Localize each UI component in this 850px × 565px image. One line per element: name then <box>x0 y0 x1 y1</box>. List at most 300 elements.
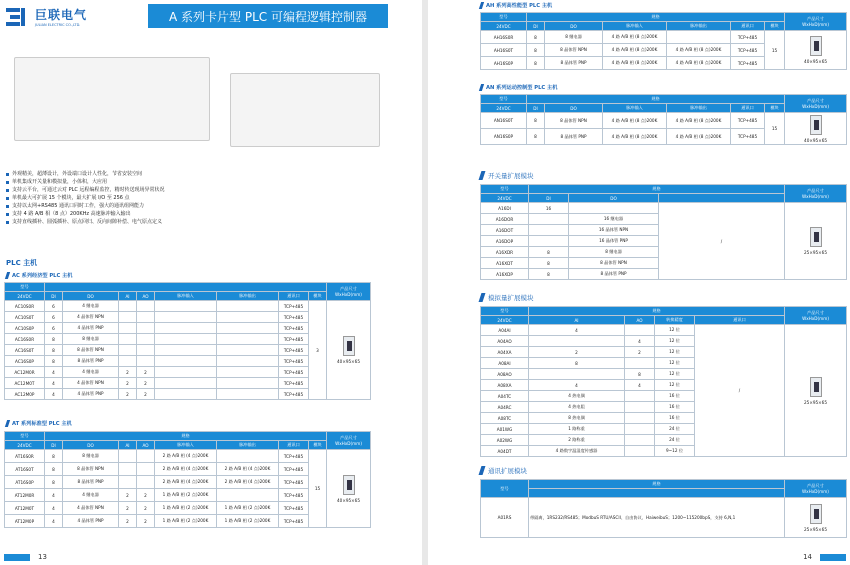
table-cell: AH16S0P <box>481 57 527 70</box>
table-cell: 2 路 A/B 相 (4 点)200K <box>155 476 217 489</box>
size-cell <box>327 301 371 400</box>
table-cell: 4 路 A/B 相 (8 点)200K <box>603 31 667 44</box>
header-cell: 模块 <box>309 441 327 450</box>
feature-item: 单机最大可扩展 15 个模块，最大扩展 I/O 至 256 点 <box>6 194 164 202</box>
table-cell <box>119 301 137 312</box>
table-cell <box>155 323 217 334</box>
table-cell <box>155 334 217 345</box>
header-cell: 型号 <box>481 95 527 104</box>
table-cell: 2 路 A/B 相 (4 点)200K <box>155 463 217 476</box>
table-cell: 4 <box>529 380 625 391</box>
table-cell: A16XDP <box>481 269 529 280</box>
table-cell: 4 路 A/B 相 (8 点)200K <box>667 57 731 70</box>
slash-cell: / <box>695 325 785 457</box>
table-cell <box>625 424 655 435</box>
table-cell: 4 路 A/B 相 (8 点)200K <box>603 129 667 145</box>
table-cell: 4 晶体管 NPN <box>63 502 119 515</box>
page-right <box>428 0 850 565</box>
table-cell <box>217 356 279 367</box>
table-cell <box>119 463 137 476</box>
table-cell: TCP+485 <box>279 323 309 334</box>
ah-table <box>480 12 847 70</box>
table-cell: 6 <box>45 301 63 312</box>
table-cell <box>155 301 217 312</box>
table-cell: 4 路 A/B 相 (8 点)200K <box>667 44 731 57</box>
table-row <box>481 113 847 129</box>
table-cell: AC12M0P <box>5 389 45 400</box>
table-cell: A16DOT <box>481 225 529 236</box>
table-cell: 4 <box>45 515 63 528</box>
table-cell: A01WG <box>481 424 529 435</box>
table-cell: 8 <box>45 345 63 356</box>
feature-item: 外观精美，超薄设计，外设端口设计人性化，节省安装空间 <box>6 170 164 178</box>
table-cell <box>625 358 655 369</box>
header-cell: DO <box>569 194 659 203</box>
table-cell <box>625 435 655 446</box>
table-cell: 4 晶体管 NPN <box>63 378 119 389</box>
at-table <box>4 431 371 528</box>
table-cell <box>217 489 279 502</box>
table-cell: AT12M0T <box>5 502 45 515</box>
table-cell <box>137 476 155 489</box>
di-table <box>480 184 847 280</box>
table-cell: TCP+485 <box>279 356 309 367</box>
table-cell: 8 <box>527 44 545 57</box>
table-cell: 4 <box>45 378 63 389</box>
feature-item: 支持 4 路 A/B 相（8 点）200KHz 高速脉冲输入输出 <box>6 210 164 218</box>
header-cell: 24VDC <box>481 316 529 325</box>
table-header-row <box>5 292 371 301</box>
table-cell: AC12M0T <box>5 378 45 389</box>
table-cell <box>217 345 279 356</box>
header-cell: DI <box>45 292 63 301</box>
table-header-row <box>481 307 847 316</box>
header-cell: 产品尺寸 WxHxD(mm) <box>785 13 847 31</box>
module-image <box>810 227 822 247</box>
table-cell <box>119 450 137 463</box>
table-cell: AT12M0P <box>5 515 45 528</box>
table-cell: 4 热电偶 <box>529 391 625 402</box>
header-cell: DO <box>545 22 603 31</box>
di-heading <box>480 171 534 180</box>
header-cell: 脉冲输入 <box>155 441 217 450</box>
table-cell: A16DOR <box>481 214 529 225</box>
table-cell: 2 <box>137 489 155 502</box>
table-row <box>481 325 847 336</box>
header-cell: 通讯口 <box>731 22 765 31</box>
table-cell: 4 路 A/B 相 (8 点)200K <box>603 44 667 57</box>
table-cell: A16DOP <box>481 236 529 247</box>
table-cell: 2 <box>119 378 137 389</box>
table-cell: 9~12 位 <box>655 446 695 457</box>
table-cell: 1 路称重 <box>529 424 625 435</box>
header-cell: 24VDC <box>5 292 45 301</box>
table-cell: 4 晶体管 PNP <box>63 515 119 528</box>
table-cell: 4 <box>45 367 63 378</box>
table-cell: A04DT <box>481 446 529 457</box>
table-cell <box>529 214 569 225</box>
header-cell: 转换精度 <box>655 316 695 325</box>
table-cell: 8 <box>529 358 625 369</box>
product-photos <box>14 45 394 155</box>
table-cell <box>155 367 217 378</box>
slash-cell: / <box>659 203 785 280</box>
table-cell: AC10S0P <box>5 323 45 334</box>
table-cell: 1 路 A/B 相 (2 点)200K <box>155 502 217 515</box>
header-cell: 模块 <box>309 292 327 301</box>
size-text: 25×95×65 <box>803 250 827 255</box>
table-cell <box>625 413 655 424</box>
table-cell: 2 <box>119 367 137 378</box>
page-left <box>0 0 422 565</box>
header-cell: 型号 <box>481 13 527 22</box>
table-cell: TCP+485 <box>279 378 309 389</box>
table-cell: TCP+485 <box>279 301 309 312</box>
table-cell: 1 路 A/B 相 (2 点)200K <box>155 515 217 528</box>
header-cell: 型号 <box>5 432 45 441</box>
table-cell: AN16S0P <box>481 129 527 145</box>
table-cell: 2 <box>529 347 625 358</box>
table-cell: 4 晶体管 PNP <box>63 389 119 400</box>
module-count: 3 <box>309 301 327 400</box>
table-cell <box>217 367 279 378</box>
table-cell: 12 位 <box>655 380 695 391</box>
table-cell: A08TC <box>481 413 529 424</box>
header-cell: 产品尺寸 WxHxD(mm) <box>785 480 847 498</box>
table-cell <box>119 323 137 334</box>
table-cell <box>625 402 655 413</box>
table-cell: 16 晶体管 PNP <box>569 236 659 247</box>
header-cell: DO <box>63 441 119 450</box>
table-cell: A16XDT <box>481 258 529 269</box>
header-cell: 产品尺寸 WxHxD(mm) <box>327 432 371 450</box>
header-cell: 型号 <box>481 185 529 194</box>
table-row <box>481 498 847 538</box>
table-cell: 4 <box>45 389 63 400</box>
table-cell <box>217 450 279 463</box>
table-cell: A08AI <box>481 358 529 369</box>
header-cell: AI <box>119 292 137 301</box>
feature-item: 支持云平台，可通过云对 PLC 远程编程监控，精时传送现场异常状况 <box>6 186 164 194</box>
table-cell: 12 位 <box>655 358 695 369</box>
table-cell: 12 位 <box>655 325 695 336</box>
header-cell: AI <box>119 441 137 450</box>
table-row <box>5 301 371 312</box>
table-cell <box>155 389 217 400</box>
table-cell: TCP+485 <box>279 502 309 515</box>
table-cell: 8 晶体管 NPN <box>545 44 603 57</box>
table-cell: TCP+485 <box>731 31 765 44</box>
table-cell: TCP+485 <box>279 515 309 528</box>
table-cell: 2 <box>119 502 137 515</box>
table-cell: 8 <box>45 450 63 463</box>
ac-table <box>4 282 371 400</box>
table-cell <box>529 236 569 247</box>
table-cell <box>119 345 137 356</box>
feature-item: 支持以太网+RS485 通讯口同时工作，强大的通讯组网能力 <box>6 202 164 210</box>
at-heading <box>6 420 72 427</box>
table-cell: 8 <box>45 356 63 367</box>
table-header-row <box>481 480 847 489</box>
table-header-row <box>481 185 847 194</box>
table-cell <box>119 334 137 345</box>
table-cell: A16DI <box>481 203 529 214</box>
table-cell: 2 <box>119 389 137 400</box>
header-group: 规格 <box>529 307 785 316</box>
table-cell: 2 <box>137 378 155 389</box>
module-count: 15 <box>309 450 327 528</box>
header-cell: AO <box>137 441 155 450</box>
header-cell: 产品尺寸 WxHxD(mm) <box>327 283 371 301</box>
comm-table <box>480 479 847 538</box>
table-cell: 2 <box>137 515 155 528</box>
size-text: 40×95×65 <box>337 497 361 503</box>
header-cell: 脉冲输出 <box>217 292 279 301</box>
table-cell: 8 <box>45 463 63 476</box>
table-cell: A02WG <box>481 435 529 446</box>
table-cell <box>137 463 155 476</box>
page-number-left <box>4 553 47 561</box>
table-cell: A08XA <box>481 380 529 391</box>
header-cell: 通讯口 <box>695 316 785 325</box>
table-cell: AC16S0R <box>5 334 45 345</box>
header-cell: 模块 <box>765 22 785 31</box>
table-cell: A04AO <box>481 336 529 347</box>
table-header-row <box>5 432 371 441</box>
table-header-row <box>481 95 847 104</box>
size-text: 25×95×65 <box>804 399 828 405</box>
header-cell: 通讯口 <box>279 441 309 450</box>
table-cell: 4 <box>45 502 63 515</box>
table-header-row <box>5 441 371 450</box>
size-text: 40×95×65 <box>804 137 828 143</box>
table-cell: 4 路 A/B 相 (8 点)200K <box>667 129 731 145</box>
table-cell <box>569 203 659 214</box>
table-cell: 2 <box>119 489 137 502</box>
table-cell: 12 位 <box>655 336 695 347</box>
ah-heading <box>480 2 552 9</box>
header-cell: 脉冲输入 <box>603 22 667 31</box>
table-cell: 8 <box>529 269 569 280</box>
table-cell: 8 继电器 <box>63 450 119 463</box>
header-cell: 脉冲输出 <box>667 22 731 31</box>
ac-heading-text: AC 系列经济型 PLC 主机 <box>12 273 73 279</box>
table-cell: 8 晶体管 PNP <box>569 269 659 280</box>
header-cell: 脉冲输入 <box>155 292 217 301</box>
table-cell: AC10S0T <box>5 312 45 323</box>
table-cell <box>217 334 279 345</box>
table-cell: 12 位 <box>655 347 695 358</box>
brand-name: 巨联电气 <box>35 8 88 22</box>
table-cell: 2 路 A/B 相 (4 点)200K <box>217 463 279 476</box>
table-cell: TCP+485 <box>279 334 309 345</box>
header-cell: DO <box>545 104 603 113</box>
page-title: A 系列卡片型 PLC 可编程逻辑控制器 <box>148 4 388 28</box>
table-cell: 4 热电阻 <box>529 402 625 413</box>
table-cell: TCP+485 <box>731 129 765 145</box>
table-cell: AC12M0R <box>5 367 45 378</box>
module-image <box>343 475 355 495</box>
table-cell <box>119 312 137 323</box>
size-text: 40×95×65 <box>804 59 828 64</box>
table-cell: 8 晶体管 NPN <box>569 258 659 269</box>
table-cell: 2 <box>625 347 655 358</box>
table-cell: TCP+485 <box>279 476 309 489</box>
header-cell: DI <box>529 194 569 203</box>
module-image <box>810 377 822 397</box>
module-count: 15 <box>765 31 785 70</box>
header-cell: AO <box>625 316 655 325</box>
table-row <box>481 203 847 214</box>
header-cell: 24VDC <box>481 194 529 203</box>
table-cell: TCP+485 <box>279 367 309 378</box>
table-cell: A04TC <box>481 391 529 402</box>
table-cell: 4 <box>45 489 63 502</box>
an-heading <box>480 84 557 91</box>
table-row <box>481 31 847 44</box>
size-text: 40×95×65 <box>336 359 360 364</box>
header-group: 规格 <box>529 480 785 489</box>
table-cell: A16XDR <box>481 247 529 258</box>
feature-item: 单机集成开关量和模拟量，小体积，大应用 <box>6 178 164 186</box>
table-cell: A08AO <box>481 369 529 380</box>
table-cell <box>119 356 137 367</box>
header-group: 规格 <box>527 95 785 104</box>
table-cell: 4 晶体管 NPN <box>63 312 119 323</box>
table-cell <box>119 476 137 489</box>
header-cell: 24VDC <box>5 441 45 450</box>
table-cell <box>625 446 655 457</box>
table-cell: 2 路 A/B 相 (4 点)200K <box>155 450 217 463</box>
table-cell <box>217 301 279 312</box>
table-cell <box>217 389 279 400</box>
module-image <box>343 336 355 356</box>
table-cell: 8 继电器 <box>545 31 603 44</box>
ah-heading-text: AH 系列高性能型 PLC 主机 <box>486 3 553 9</box>
table-cell: 8 热电偶 <box>529 413 625 424</box>
size-cell <box>785 113 847 145</box>
table-cell: 8 <box>527 57 545 70</box>
table-cell: TCP+485 <box>279 389 309 400</box>
table-cell <box>137 356 155 367</box>
table-cell <box>667 31 731 44</box>
table-cell <box>529 225 569 236</box>
header-cell: 脉冲输出 <box>667 104 731 113</box>
table-cell: 4 晶体管 PNP <box>63 323 119 334</box>
header-cell: 产品尺寸 WxHxD(mm) <box>785 95 847 113</box>
header-cell: 型号 <box>5 283 45 292</box>
table-cell: 4 路 A/B 相 (8 点)200K <box>603 57 667 70</box>
table-cell: 16 位 <box>655 402 695 413</box>
table-cell: 8 晶体管 PNP <box>63 476 119 489</box>
table-cell: 8 <box>529 258 569 269</box>
table-cell: 4 <box>529 325 625 336</box>
module-image <box>810 504 822 524</box>
table-cell: 8 晶体管 PNP <box>545 57 603 70</box>
module-image <box>810 115 822 135</box>
plc-heading: PLC 主机 <box>6 259 38 267</box>
table-cell: TCP+485 <box>279 345 309 356</box>
table-cell: 8 <box>45 334 63 345</box>
table-cell: TCP+485 <box>279 463 309 476</box>
table-cell: A04RC <box>481 402 529 413</box>
table-cell: 8 晶体管 NPN <box>545 113 603 129</box>
size-cell <box>327 450 371 528</box>
table-cell: 8 <box>625 369 655 380</box>
header-group: 规格 <box>527 13 785 22</box>
table-cell: AT12M0R <box>5 489 45 502</box>
module-count: 15 <box>765 113 785 145</box>
brand-name-en: JULIAN ELECTRIC CO.,LTD. <box>35 23 81 27</box>
table-cell: AC16S0T <box>5 345 45 356</box>
size-cell <box>785 325 847 457</box>
table-row <box>5 450 371 463</box>
table-cell: 4 路 A/B 相 (8 点)200K <box>667 113 731 129</box>
table-cell: TCP+485 <box>279 489 309 502</box>
table-cell: 8 <box>45 476 63 489</box>
header-cell: 通讯口 <box>731 104 765 113</box>
table-cell: 4 路 A/B 相 (8 点)200K <box>603 113 667 129</box>
table-cell: TCP+485 <box>731 113 765 129</box>
header-cell: 产品尺寸 WxHxD(mm) <box>785 307 847 325</box>
table-cell: 2 路 A/B 相 (4 点)200K <box>217 476 279 489</box>
feature-item: 支持直线插补、圆弧插补、原点回归、反向间隙补偿、电气原点定义 <box>6 218 164 226</box>
table-cell: 2 <box>137 367 155 378</box>
table-cell <box>529 369 625 380</box>
table-cell <box>529 336 625 347</box>
header-cell: 脉冲输入 <box>603 104 667 113</box>
table-cell <box>217 378 279 389</box>
header-group: 规格 <box>45 432 327 441</box>
table-cell: AN16S0T <box>481 113 527 129</box>
header-cell: 脉冲输出 <box>217 441 279 450</box>
header-cell: 型号 <box>481 307 529 316</box>
table-cell: 4 继电器 <box>63 301 119 312</box>
plc-photo-small <box>230 73 380 147</box>
table-cell: A04AI <box>481 325 529 336</box>
table-cell: 4 <box>625 380 655 391</box>
table-cell: 4 继电器 <box>63 367 119 378</box>
page-number-text: 14 <box>803 553 812 561</box>
table-cell <box>155 345 217 356</box>
header-cell: 型号 <box>481 480 529 498</box>
table-cell: 8 继电器 <box>569 247 659 258</box>
table-cell: 6 <box>45 312 63 323</box>
table-cell <box>155 356 217 367</box>
table-cell <box>625 325 655 336</box>
an-table <box>480 94 847 145</box>
table-cell <box>137 301 155 312</box>
table-header-row <box>481 13 847 22</box>
plc-photo-large <box>14 57 210 141</box>
table-cell: 4 继电器 <box>63 489 119 502</box>
table-cell: 带隔离，1RS232/RS485；ModbuS RTU/ASCII、自由协议、HaiweibuS；1200~115200bpS，支持 6,N,1 <box>529 498 785 538</box>
table-header-row <box>5 283 371 292</box>
table-cell <box>137 334 155 345</box>
ai-heading <box>480 293 534 302</box>
table-cell: 2 <box>137 502 155 515</box>
header-cell: AO <box>137 292 155 301</box>
table-cell: AT16S0R <box>5 450 45 463</box>
header-group <box>45 283 327 292</box>
feature-list <box>6 170 164 226</box>
table-cell <box>137 323 155 334</box>
ac-heading <box>6 272 72 279</box>
comm-heading <box>480 466 527 475</box>
table-cell: 16 继电器 <box>569 214 659 225</box>
table-cell: AC10S0R <box>5 301 45 312</box>
table-cell: 24 位 <box>655 435 695 446</box>
